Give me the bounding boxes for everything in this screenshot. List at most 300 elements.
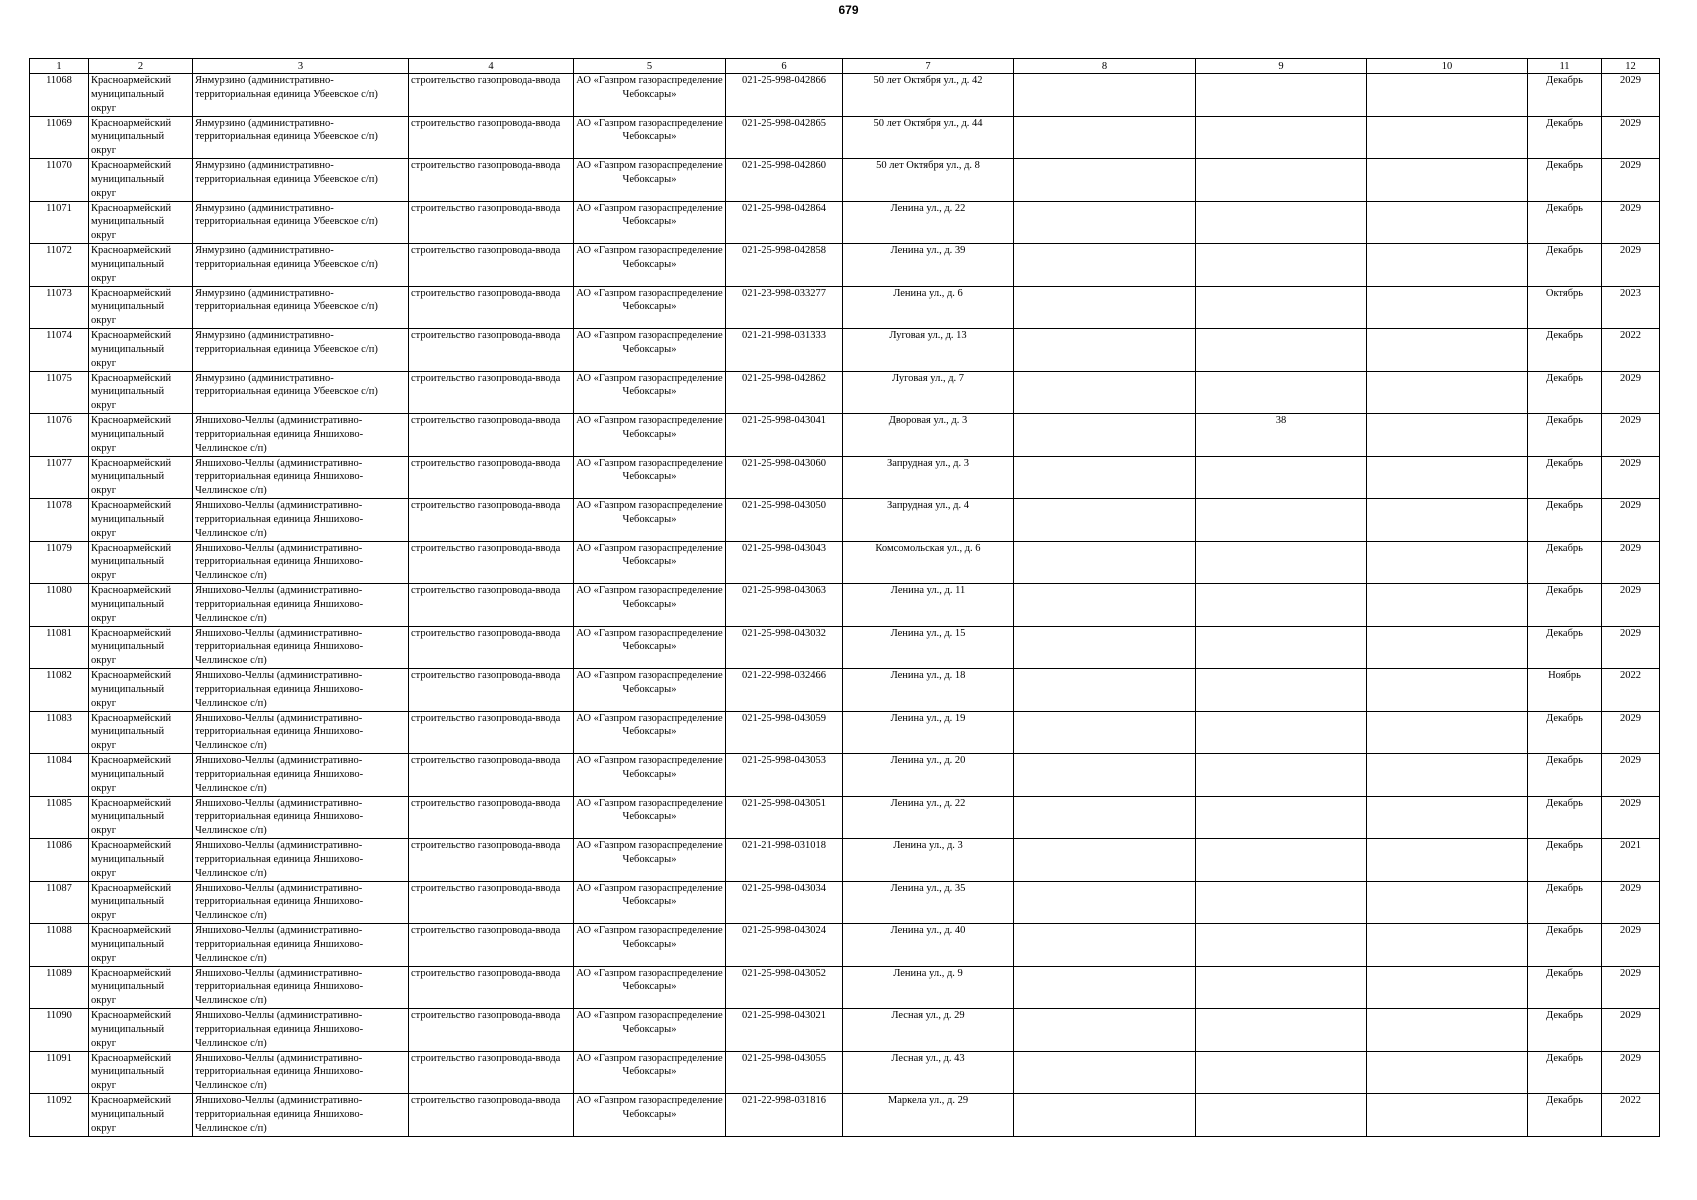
year-cell: [1602, 796, 1660, 839]
year-cell: [1602, 881, 1660, 924]
work-type-text: строительство газопровода-ввода: [411, 1010, 561, 1021]
year-text: 2029: [1620, 882, 1641, 894]
col8-cell: [1014, 201, 1196, 244]
month-cell: [1528, 626, 1602, 669]
col8-cell: [1014, 584, 1196, 627]
code-text: 021-21-998-031333: [742, 330, 826, 341]
organization-text: АО «Газпром газораспределение Чебоксары»: [576, 457, 723, 483]
table-row: [30, 456, 1660, 499]
col10-cell: [1367, 116, 1528, 159]
address-cell: [843, 754, 1014, 797]
month-text: Декабрь: [1546, 967, 1583, 979]
col9-cell: [1196, 1051, 1367, 1094]
col8-cell: [1014, 329, 1196, 372]
address-cell: [843, 286, 1014, 329]
address-cell: [843, 244, 1014, 287]
col9-cell: [1196, 414, 1367, 457]
table-row: [30, 541, 1660, 584]
code-cell: [726, 669, 843, 712]
col10-cell: [1367, 74, 1528, 117]
organization-cell: [574, 456, 726, 499]
table-row: [30, 711, 1660, 754]
organization-text: АО «Газпром газораспределение Чебоксары»: [576, 372, 723, 398]
row-number-text: 11090: [46, 1010, 72, 1021]
okrug-text: Красноармейский муниципальный округ: [91, 712, 172, 752]
code-cell: [726, 796, 843, 839]
code-cell: [726, 244, 843, 287]
col9-cell: [1196, 329, 1367, 372]
col8-cell: [1014, 286, 1196, 329]
code-text: 021-25-998-043024: [742, 925, 826, 936]
settlement-text: Янмурзино (административно-территориальная единица Убеевское с/п): [195, 287, 378, 313]
row-number-text: 11080: [46, 585, 72, 596]
work-type-text: строительство газопровода-ввода: [411, 75, 561, 86]
address-text: Ленина ул., д. 40: [890, 925, 966, 936]
col9-cell: [1196, 244, 1367, 287]
work-type-cell: [409, 159, 574, 202]
month-cell: [1528, 244, 1602, 287]
address-cell: [843, 329, 1014, 372]
okrug-text: Красноармейский муниципальный округ: [91, 1052, 172, 1092]
address-text: Ленина ул., д. 35: [890, 882, 966, 894]
address-text: Луговая ул., д. 13: [889, 330, 967, 341]
page-number: 679: [838, 3, 859, 17]
row-number-text: 11074: [46, 330, 72, 341]
code-cell: [726, 159, 843, 202]
year-cell: [1602, 626, 1660, 669]
work-type-cell: [409, 711, 574, 754]
okrug-text: Красноармейский муниципальный округ: [91, 372, 172, 412]
settlement-cell: [193, 201, 409, 244]
row-number-text: 11079: [46, 542, 72, 554]
col10-cell: [1367, 329, 1528, 372]
okrug-cell: [89, 456, 193, 499]
work-type-cell: [409, 201, 574, 244]
year-cell: [1602, 1051, 1660, 1094]
work-type-text: строительство газопровода-ввода: [411, 1095, 561, 1106]
col10-cell: [1367, 881, 1528, 924]
settlement-cell: [193, 754, 409, 797]
address-text: Ленина ул., д. 39: [890, 245, 966, 256]
col10-cell: [1367, 1094, 1528, 1137]
column-header: 12: [1602, 59, 1660, 74]
month-cell: [1528, 541, 1602, 584]
month-text: Декабрь: [1546, 1010, 1583, 1021]
month-text: Декабрь: [1546, 457, 1583, 469]
row-number-cell: [30, 499, 89, 542]
row-number-cell: [30, 754, 89, 797]
settlement-text: Яншихово-Челлы (административно-территориальная единица Яншихово-Челлинское с/п): [195, 457, 364, 497]
col8-cell: [1014, 414, 1196, 457]
organization-cell: [574, 669, 726, 712]
table-row: [30, 159, 1660, 202]
month-text: Декабрь: [1546, 117, 1583, 129]
okrug-text: Красноармейский муниципальный округ: [91, 160, 172, 199]
organization-cell: [574, 329, 726, 372]
address-cell: [843, 966, 1014, 1009]
row-number-text: 11082: [46, 670, 72, 681]
row-number-text: 11070: [46, 160, 72, 171]
code-cell: [726, 839, 843, 882]
address-text: Ленина ул., д. 11: [890, 585, 966, 596]
col8-cell: [1014, 159, 1196, 202]
code-text: 021-25-998-043060: [742, 457, 826, 469]
col9-cell: [1196, 201, 1367, 244]
table-row: [30, 881, 1660, 924]
okrug-text: Красноармейский муниципальный округ: [91, 1010, 172, 1049]
address-cell: [843, 1009, 1014, 1052]
settlement-cell: [193, 1094, 409, 1137]
address-cell: [843, 456, 1014, 499]
year-cell: [1602, 329, 1660, 372]
okrug-text: Красноармейский муниципальный округ: [91, 457, 172, 497]
address-cell: [843, 159, 1014, 202]
column-header: 5: [574, 59, 726, 74]
organization-text: АО «Газпром газораспределение Чебоксары»: [576, 882, 723, 908]
table-row: [30, 244, 1660, 287]
month-cell: [1528, 1051, 1602, 1094]
col10-cell: [1367, 1051, 1528, 1094]
row-number-text: 11089: [46, 967, 72, 979]
column-header: 11: [1528, 59, 1602, 74]
col8-cell: [1014, 796, 1196, 839]
year-cell: [1602, 966, 1660, 1009]
okrug-text: Красноармейский муниципальный округ: [91, 755, 172, 794]
organization-text: АО «Газпром газораспределение Чебоксары»: [576, 330, 723, 355]
settlement-cell: [193, 74, 409, 117]
work-type-cell: [409, 116, 574, 159]
organization-cell: [574, 924, 726, 967]
address-text: Ленина ул., д. 3: [893, 840, 963, 851]
organization-cell: [574, 839, 726, 882]
address-text: Ленина ул., д. 15: [890, 627, 966, 639]
organization-text: АО «Газпром газораспределение Чебоксары»: [576, 712, 723, 738]
settlement-cell: [193, 584, 409, 627]
code-text: 021-25-998-043051: [742, 797, 826, 809]
okrug-cell: [89, 244, 193, 287]
settlement-text: Яншихово-Челлы (административно-территориальная единица Яншихово-Челлинское с/п): [195, 1010, 364, 1049]
month-text: Декабрь: [1546, 1052, 1583, 1064]
okrug-cell: [89, 754, 193, 797]
okrug-cell: [89, 796, 193, 839]
address-text: 50 лет Октября ул., д. 8: [876, 160, 980, 171]
col10-cell: [1367, 711, 1528, 754]
okrug-cell: [89, 924, 193, 967]
organization-cell: [574, 754, 726, 797]
code-text: 021-25-998-043055: [742, 1052, 826, 1064]
row-number-text: 11088: [46, 925, 72, 936]
organization-cell: [574, 244, 726, 287]
month-cell: [1528, 924, 1602, 967]
col8-cell: [1014, 1051, 1196, 1094]
settlement-cell: [193, 244, 409, 287]
month-cell: [1528, 74, 1602, 117]
settlement-text: Янмурзино (административно-территориальная единица Убеевское с/п): [195, 202, 378, 228]
organization-text: АО «Газпром газораспределение Чебоксары»: [576, 415, 723, 440]
year-cell: [1602, 74, 1660, 117]
year-text: 2029: [1620, 372, 1641, 384]
col9-cell: [1196, 754, 1367, 797]
address-text: Запрудная ул., д. 3: [887, 457, 969, 469]
col10-cell: [1367, 371, 1528, 414]
col8-cell: [1014, 116, 1196, 159]
year-cell: [1602, 414, 1660, 457]
work-type-text: строительство газопровода-ввода: [411, 585, 561, 596]
organization-cell: [574, 1094, 726, 1137]
row-number-text: 11068: [46, 75, 72, 86]
row-number-text: 11091: [46, 1052, 72, 1064]
code-text: 021-21-998-031018: [742, 840, 826, 851]
okrug-cell: [89, 159, 193, 202]
address-cell: [843, 584, 1014, 627]
year-cell: [1602, 159, 1660, 202]
address-cell: [843, 116, 1014, 159]
table-row: [30, 754, 1660, 797]
table-row: [30, 1051, 1660, 1094]
col9-cell: [1196, 839, 1367, 882]
work-type-cell: [409, 626, 574, 669]
organization-cell: [574, 159, 726, 202]
settlement-cell: [193, 414, 409, 457]
settlement-cell: [193, 626, 409, 669]
code-cell: [726, 286, 843, 329]
address-text: Ленина ул., д. 6: [893, 287, 963, 299]
month-text: Декабрь: [1546, 840, 1583, 851]
okrug-cell: [89, 414, 193, 457]
settlement-cell: [193, 329, 409, 372]
month-text: Декабрь: [1546, 925, 1583, 936]
work-type-text: строительство газопровода-ввода: [411, 925, 561, 936]
settlement-text: Яншихово-Челлы (административно-территориальная единица Яншихово-Челлинское с/п): [195, 967, 364, 1007]
year-text: 2022: [1620, 670, 1641, 681]
col9-cell: [1196, 584, 1367, 627]
col8-cell: [1014, 499, 1196, 542]
organization-cell: [574, 541, 726, 584]
month-text: Декабрь: [1546, 415, 1583, 426]
address-text: Дворовая ул., д. 3: [888, 415, 968, 426]
settlement-cell: [193, 839, 409, 882]
settlement-text: Янмурзино (административно-территориальная единица Убеевское с/п): [195, 372, 378, 398]
col9-cell: [1196, 499, 1367, 542]
year-cell: [1602, 669, 1660, 712]
settlement-text: Янмурзино (административно-территориальная единица Убеевское с/п): [195, 160, 378, 185]
address-text: Ленина ул., д. 20: [890, 755, 966, 766]
address-cell: [843, 1051, 1014, 1094]
year-text: 2029: [1620, 755, 1641, 766]
okrug-text: Красноармейский муниципальный округ: [91, 882, 172, 922]
organization-cell: [574, 881, 726, 924]
col10-cell: [1367, 499, 1528, 542]
code-cell: [726, 414, 843, 457]
settlement-text: Яншихово-Челлы (административно-территориальная единица Яншихово-Челлинское с/п): [195, 925, 364, 964]
year-cell: [1602, 371, 1660, 414]
month-text: Декабрь: [1546, 585, 1583, 596]
col9-cell: [1196, 626, 1367, 669]
code-text: 021-25-998-042862: [742, 372, 826, 384]
address-text: 50 лет Октября ул., д. 44: [873, 117, 983, 129]
column-header: 6: [726, 59, 843, 74]
okrug-cell: [89, 626, 193, 669]
month-cell: [1528, 159, 1602, 202]
code-cell: [726, 456, 843, 499]
col9-cell: [1196, 924, 1367, 967]
code-text: 021-25-998-043059: [742, 712, 826, 724]
code-cell: [726, 541, 843, 584]
year-text: 2029: [1620, 925, 1641, 936]
settlement-text: Янмурзино (административно-территориальная единица Убеевское с/п): [195, 75, 378, 100]
code-cell: [726, 74, 843, 117]
year-text: 2029: [1620, 585, 1641, 596]
organization-text: АО «Газпром газораспределение Чебоксары»: [576, 245, 723, 270]
settlement-text: Яншихово-Челлы (административно-территориальная единица Яншихово-Челлинское с/п): [195, 415, 364, 454]
okrug-cell: [89, 711, 193, 754]
col9-cell: [1196, 1094, 1367, 1137]
organization-text: АО «Газпром газораспределение Чебоксары»: [576, 755, 723, 780]
work-type-text: строительство газопровода-ввода: [411, 797, 561, 809]
organization-cell: [574, 626, 726, 669]
okrug-cell: [89, 541, 193, 584]
col10-cell: [1367, 541, 1528, 584]
okrug-text: Красноармейский муниципальный округ: [91, 330, 172, 369]
code-text: 021-25-998-043063: [742, 585, 826, 596]
address-text: Маркела ул., д. 29: [887, 1095, 969, 1106]
row-number-text: 11069: [46, 117, 72, 129]
col8-cell: [1014, 371, 1196, 414]
work-type-text: строительство газопровода-ввода: [411, 457, 561, 469]
col10-cell: [1367, 966, 1528, 1009]
address-text: Ленина ул., д. 18: [890, 670, 966, 681]
address-cell: [843, 414, 1014, 457]
month-cell: [1528, 584, 1602, 627]
month-cell: [1528, 839, 1602, 882]
row-number-cell: [30, 371, 89, 414]
address-text: Ленина ул., д. 22: [890, 202, 966, 214]
month-text: Декабрь: [1546, 627, 1583, 639]
month-cell: [1528, 881, 1602, 924]
organization-cell: [574, 1051, 726, 1094]
organization-text: АО «Газпром газораспределение Чебоксары»: [576, 967, 723, 993]
work-type-cell: [409, 881, 574, 924]
settlement-cell: [193, 456, 409, 499]
work-type-text: строительство газопровода-ввода: [411, 627, 561, 639]
row-number-cell: [30, 839, 89, 882]
code-text: 021-25-998-043034: [742, 882, 826, 894]
work-type-text: строительство газопровода-ввода: [411, 840, 561, 851]
month-cell: [1528, 371, 1602, 414]
work-type-cell: [409, 414, 574, 457]
col8-cell: [1014, 1009, 1196, 1052]
settlement-text: Яншихово-Челлы (административно-территориальная единица Яншихово-Челлинское с/п): [195, 585, 364, 624]
col9-cell: [1196, 711, 1367, 754]
row-number-cell: [30, 541, 89, 584]
col8-cell: [1014, 881, 1196, 924]
work-type-cell: [409, 244, 574, 287]
work-type-text: строительство газопровода-ввода: [411, 117, 561, 129]
col9-cell: [1196, 966, 1367, 1009]
work-type-text: строительство газопровода-ввода: [411, 160, 561, 171]
month-cell: [1528, 966, 1602, 1009]
organization-cell: [574, 711, 726, 754]
column-header: 8: [1014, 59, 1196, 74]
address-cell: [843, 541, 1014, 584]
row-number-cell: [30, 414, 89, 457]
year-cell: [1602, 456, 1660, 499]
table-body: [30, 74, 1660, 1137]
organization-cell: [574, 201, 726, 244]
organization-text: АО «Газпром газораспределение Чебоксары»: [576, 287, 723, 313]
work-type-text: строительство газопровода-ввода: [411, 245, 561, 256]
year-cell: [1602, 116, 1660, 159]
code-cell: [726, 626, 843, 669]
year-cell: [1602, 711, 1660, 754]
table-row: [30, 201, 1660, 244]
address-cell: [843, 669, 1014, 712]
month-text: Декабрь: [1546, 712, 1583, 724]
row-number-cell: [30, 584, 89, 627]
registry-table: [29, 58, 1660, 1137]
header-row: [30, 59, 1660, 74]
work-type-text: строительство газопровода-ввода: [411, 755, 561, 766]
col9-cell: [1196, 881, 1367, 924]
year-text: 2029: [1620, 712, 1641, 724]
col10-cell: [1367, 796, 1528, 839]
year-cell: [1602, 499, 1660, 542]
table-row: [30, 499, 1660, 542]
settlement-text: Янмурзино (административно-территориальная единица Убеевское с/п): [195, 245, 378, 270]
row-number-text: 11085: [46, 797, 72, 809]
month-text: Декабрь: [1546, 245, 1583, 256]
okrug-cell: [89, 1051, 193, 1094]
column-header: 4: [409, 59, 574, 74]
col9-cell: [1196, 1009, 1367, 1052]
okrug-text: Красноармейский муниципальный округ: [91, 840, 172, 879]
work-type-cell: [409, 74, 574, 117]
settlement-text: Яншихово-Челлы (административно-территориальная единица Яншихово-Челлинское с/п): [195, 712, 364, 752]
year-text: 2029: [1620, 245, 1641, 256]
address-cell: [843, 74, 1014, 117]
organization-text: АО «Газпром газораспределение Чебоксары»: [576, 160, 723, 185]
work-type-text: строительство газопровода-ввода: [411, 287, 561, 299]
year-text: 2021: [1620, 840, 1641, 851]
work-type-cell: [409, 669, 574, 712]
settlement-text: Яншихово-Челлы (административно-территориальная единица Яншихово-Челлинское с/п): [195, 670, 364, 709]
address-cell: [843, 371, 1014, 414]
work-type-cell: [409, 286, 574, 329]
settlement-cell: [193, 286, 409, 329]
work-type-cell: [409, 966, 574, 1009]
organization-text: АО «Газпром газораспределение Чебоксары»: [576, 585, 723, 610]
organization-text: АО «Газпром газораспределение Чебоксары»: [576, 542, 723, 568]
work-type-cell: [409, 796, 574, 839]
code-text: 021-22-998-031816: [742, 1095, 826, 1106]
organization-text: АО «Газпром газораспределение Чебоксары»: [576, 1052, 723, 1078]
col8-cell: [1014, 669, 1196, 712]
year-text: 2029: [1620, 1052, 1641, 1064]
work-type-text: строительство газопровода-ввода: [411, 967, 561, 979]
col10-cell: [1367, 159, 1528, 202]
code-cell: [726, 201, 843, 244]
code-text: 021-25-998-042860: [742, 160, 826, 171]
organization-text: АО «Газпром газораспределение Чебоксары»: [576, 75, 723, 100]
settlement-cell: [193, 1009, 409, 1052]
organization-text: АО «Газпром газораспределение Чебоксары»: [576, 840, 723, 865]
row-number-text: 11081: [46, 627, 72, 639]
month-text: Декабрь: [1546, 160, 1583, 171]
organization-cell: [574, 371, 726, 414]
col9-cell: [1196, 286, 1367, 329]
organization-cell: [574, 74, 726, 117]
okrug-text: Красноармейский муниципальный округ: [91, 245, 172, 284]
